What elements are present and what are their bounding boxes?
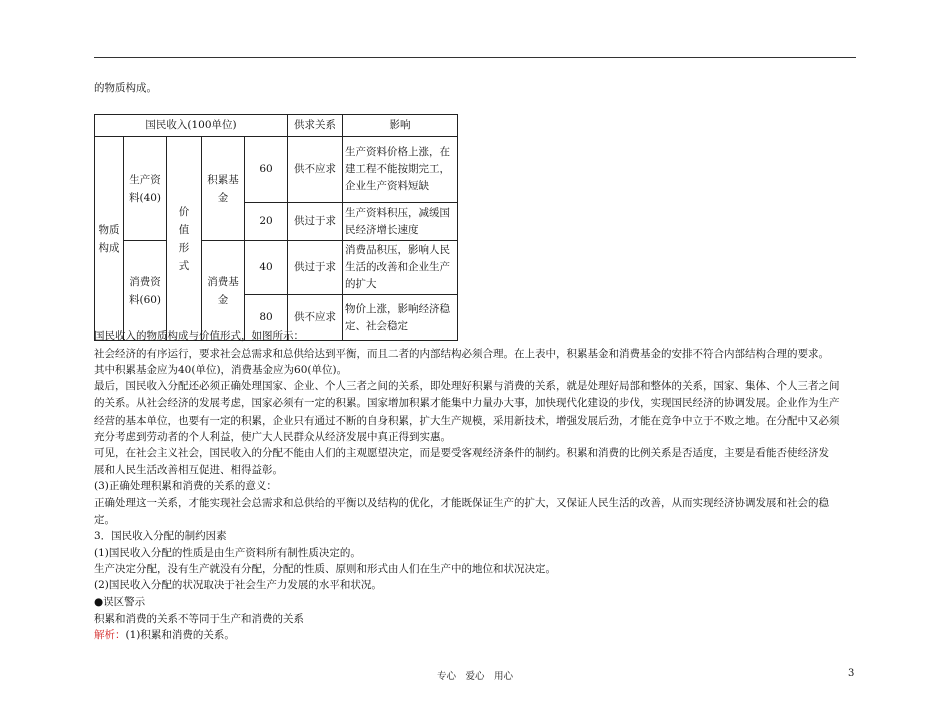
body-line: 可见，在社会主义社会，国民收入的分配不能由人们的主观愿望决定，而是要受客观经济条件的制约。积累和消费的比例关系是否适度，主要是看能否使经济发 (94, 447, 829, 459)
answer-label: 解析： (94, 629, 126, 641)
body-line: 国民收入的物质构成与价值形式，如图所示： (94, 330, 304, 342)
section-heading: 3．国民收入分配的制约因素 (94, 530, 227, 542)
row-1-relation: 供不应求 (288, 137, 343, 203)
row-3-value: 40 (245, 241, 288, 295)
value-form-label: 价值形式 (178, 205, 190, 272)
consumption-fund-label: 消费基金 (207, 275, 239, 306)
body-line: 充分考虑到劳动者的个人利益，使广大人民群众从经济发展中真正得到实惠。 (94, 431, 451, 443)
header-impact: 影响 (343, 115, 458, 137)
header-rule (94, 57, 856, 58)
row-3-relation: 供过于求 (288, 241, 343, 295)
body-line: (3)正确处理积累和消费的关系的意义： (94, 480, 277, 492)
row-2-relation: 供过于求 (288, 203, 343, 241)
row-4-impact: 物价上涨，影响经济稳定、社会稳定 (343, 295, 458, 341)
accumulation-label: 积累基金 (207, 173, 239, 204)
body-line: 正确处理这一关系，才能实现社会总需求和总供给的平衡以及结构的优化，才能既保证生产的扩大，又保证人民生活的改善，从而实现经济协调发展和社会的稳 (94, 497, 829, 509)
answer-text: (1)积累和消费的关系。 (125, 629, 235, 641)
income-table (94, 114, 458, 341)
row-1-impact: 生产资料价格上涨，在建工程不能按期完工，企业生产资料短缺 (343, 137, 458, 203)
body-line: 展和人民生活改善相互促进、相得益彰。 (94, 464, 283, 476)
row-4-relation: 供不应求 (288, 295, 343, 341)
header-supply: 供求关系 (288, 115, 343, 137)
row-2-value: 20 (245, 203, 288, 241)
body-line: (2)国民收入分配的状况取决于社会生产力发展的水平和状况。 (94, 579, 382, 591)
page-number: 3 (848, 668, 855, 679)
production-label: 生产资料(40) (128, 173, 162, 204)
body-line: 积累和消费的关系不等同于生产和消费的关系 (94, 613, 304, 625)
material-label: 物质构成 (98, 223, 120, 254)
intro-text: 的物质构成。 (94, 82, 157, 94)
body-line: 定。 (94, 514, 115, 526)
row-1-value: 60 (245, 137, 288, 203)
row-3-impact: 消费品积压，影响人民生活的改善和企业生产的扩大 (343, 241, 458, 295)
body-line: 经营的基本单位，也要有一定的积累，企业只有通过不断的自身积累，扩大生产规模，采用新技术，增强发展后劲，才能在竞争中立于不败之地。在分配中又必须 (94, 415, 840, 427)
consumption-label: 消费资料(60) (128, 275, 162, 306)
body-line: (1)国民收入分配的性质是由生产资料所有制性质决定的。 (94, 547, 361, 559)
body-line: 生产决定分配，没有生产就没有分配，分配的性质、原则和形式由人们在生产中的地位和状况决定。 (94, 563, 556, 575)
body-line: 其中积累基金应为40(单位)，消费基金应为60(单位)。 (94, 364, 348, 376)
body-line: 的关系。从社会经济的发展考虑，国家必须有一定的积累。国家增加积累才能集中力量办大事，加快现代化建设的步伐，实现国民经济的协调发展。企业作为生产 (94, 397, 840, 409)
body-line: 最后，国民收入分配还必须正确处理国家、企业、个人三者之间的关系，即处理好积累与消费的关系，就是处理好局部和整体的关系，国家、集体、个人三者之间 (94, 380, 840, 392)
row-2-impact: 生产资料积压，减缓国民经济增长速度 (343, 203, 458, 241)
warning-heading: ●误区警示 (94, 596, 146, 608)
body-line: 社会经济的有序运行，要求社会总需求和总供给达到平衡，而且二者的内部结构必须合理。在上表中，积累基金和消费基金的安排不符合内部结构合理的要求。 (94, 348, 829, 360)
row-4-value: 80 (245, 295, 288, 341)
footer-text: 专心 爱心 用心 (436, 671, 513, 682)
answer-line (94, 627, 235, 643)
header-income: 国民收入(100单位) (95, 115, 288, 137)
